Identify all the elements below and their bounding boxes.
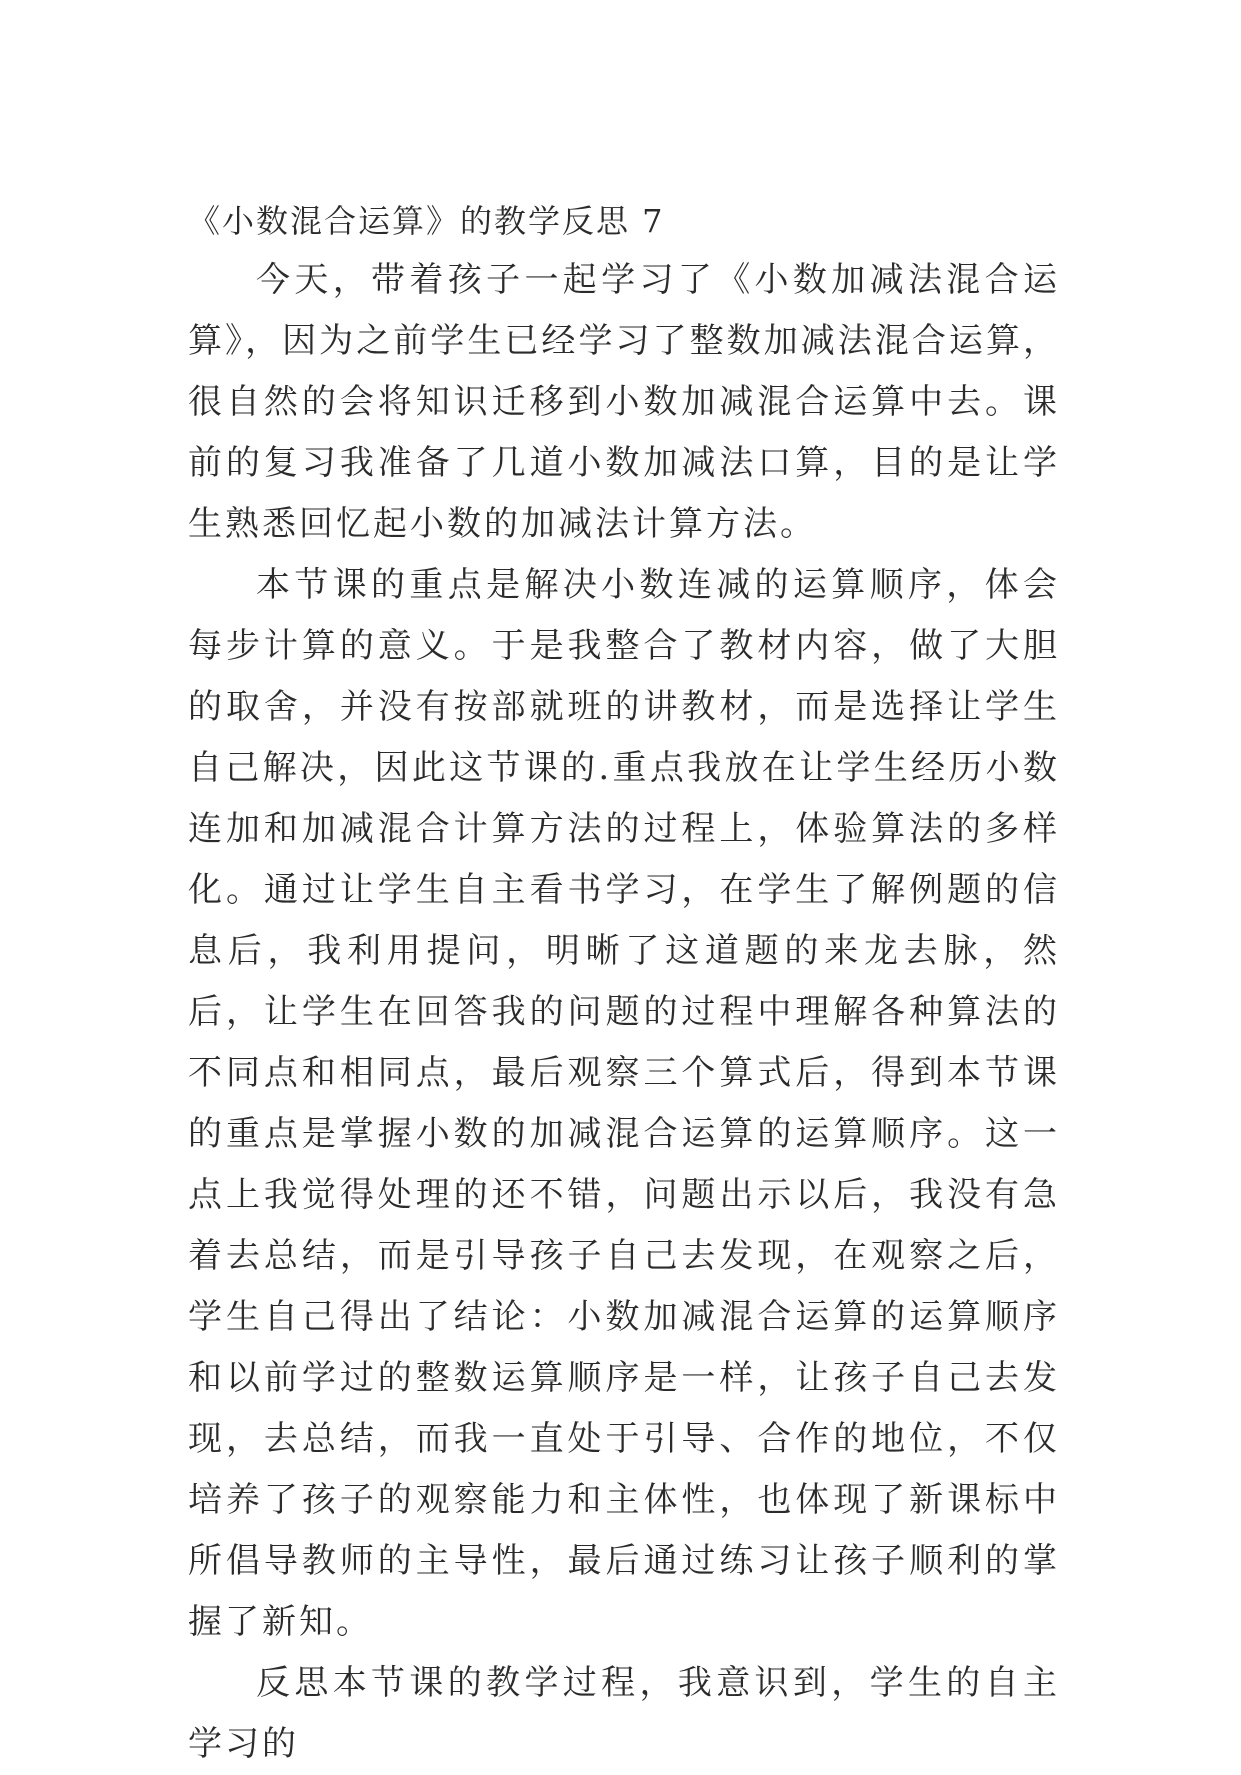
paragraph-3: 反思本节课的教学过程，我意识到，学生的自主学习的 — [188, 1663, 1060, 1764]
paragraph-1: 今天，带着孩子一起学习了《小数加减法混合运算》，因为之前学生已经学习了整数加减法混合运算，很自然的会将知识迁移到小数加减混合运算中去。课前的复习我准备了几道小数加减法口算，目的是让学生熟悉回忆起小数的加减法计算方法。 — [188, 260, 1060, 544]
paragraph-2: 本节课的重点是解决小数连减的运算顺序，体会每步计算的意义。于是我整合了教材内容，做了大胆的取舍，并没有按部就班的讲教材，而是选择让学生自己解决，因此这节课的.重点我放在让学生经历小数连加和加减混合计算方法的过程上，体验算法的多样化。通过让学生自主看书学习，在学生了解例题的信息后，我利用提问，明晰了这道题的来龙去脉，然后，让学生在回答我的问题的过程中理解各种算法的不同点和相同点，最后观察三个算式后，得到本节课的重点是掌握小数的加减混合运算的运算顺序。这一点上我觉得处理的还不错，问题出示以后，我没有急着去总结，而是引导孩子自己去发现，在观察之后，学生自己得出了结论：小数加减混合运算的运算顺序和以前学过的整数运算顺序是一样，让孩子自己去发现，去总结，而我一直处于引导、合作的地位，不仅培养了孩子的观察能力和主体性，也体现了新课标中所倡导教师的主导性，最后通过练习让孩子顺利的掌握了新知。 — [188, 565, 1060, 1642]
document-body — [188, 192, 1060, 1775]
document-title: 《小数混合运算》的教学反思 7 — [188, 202, 665, 240]
